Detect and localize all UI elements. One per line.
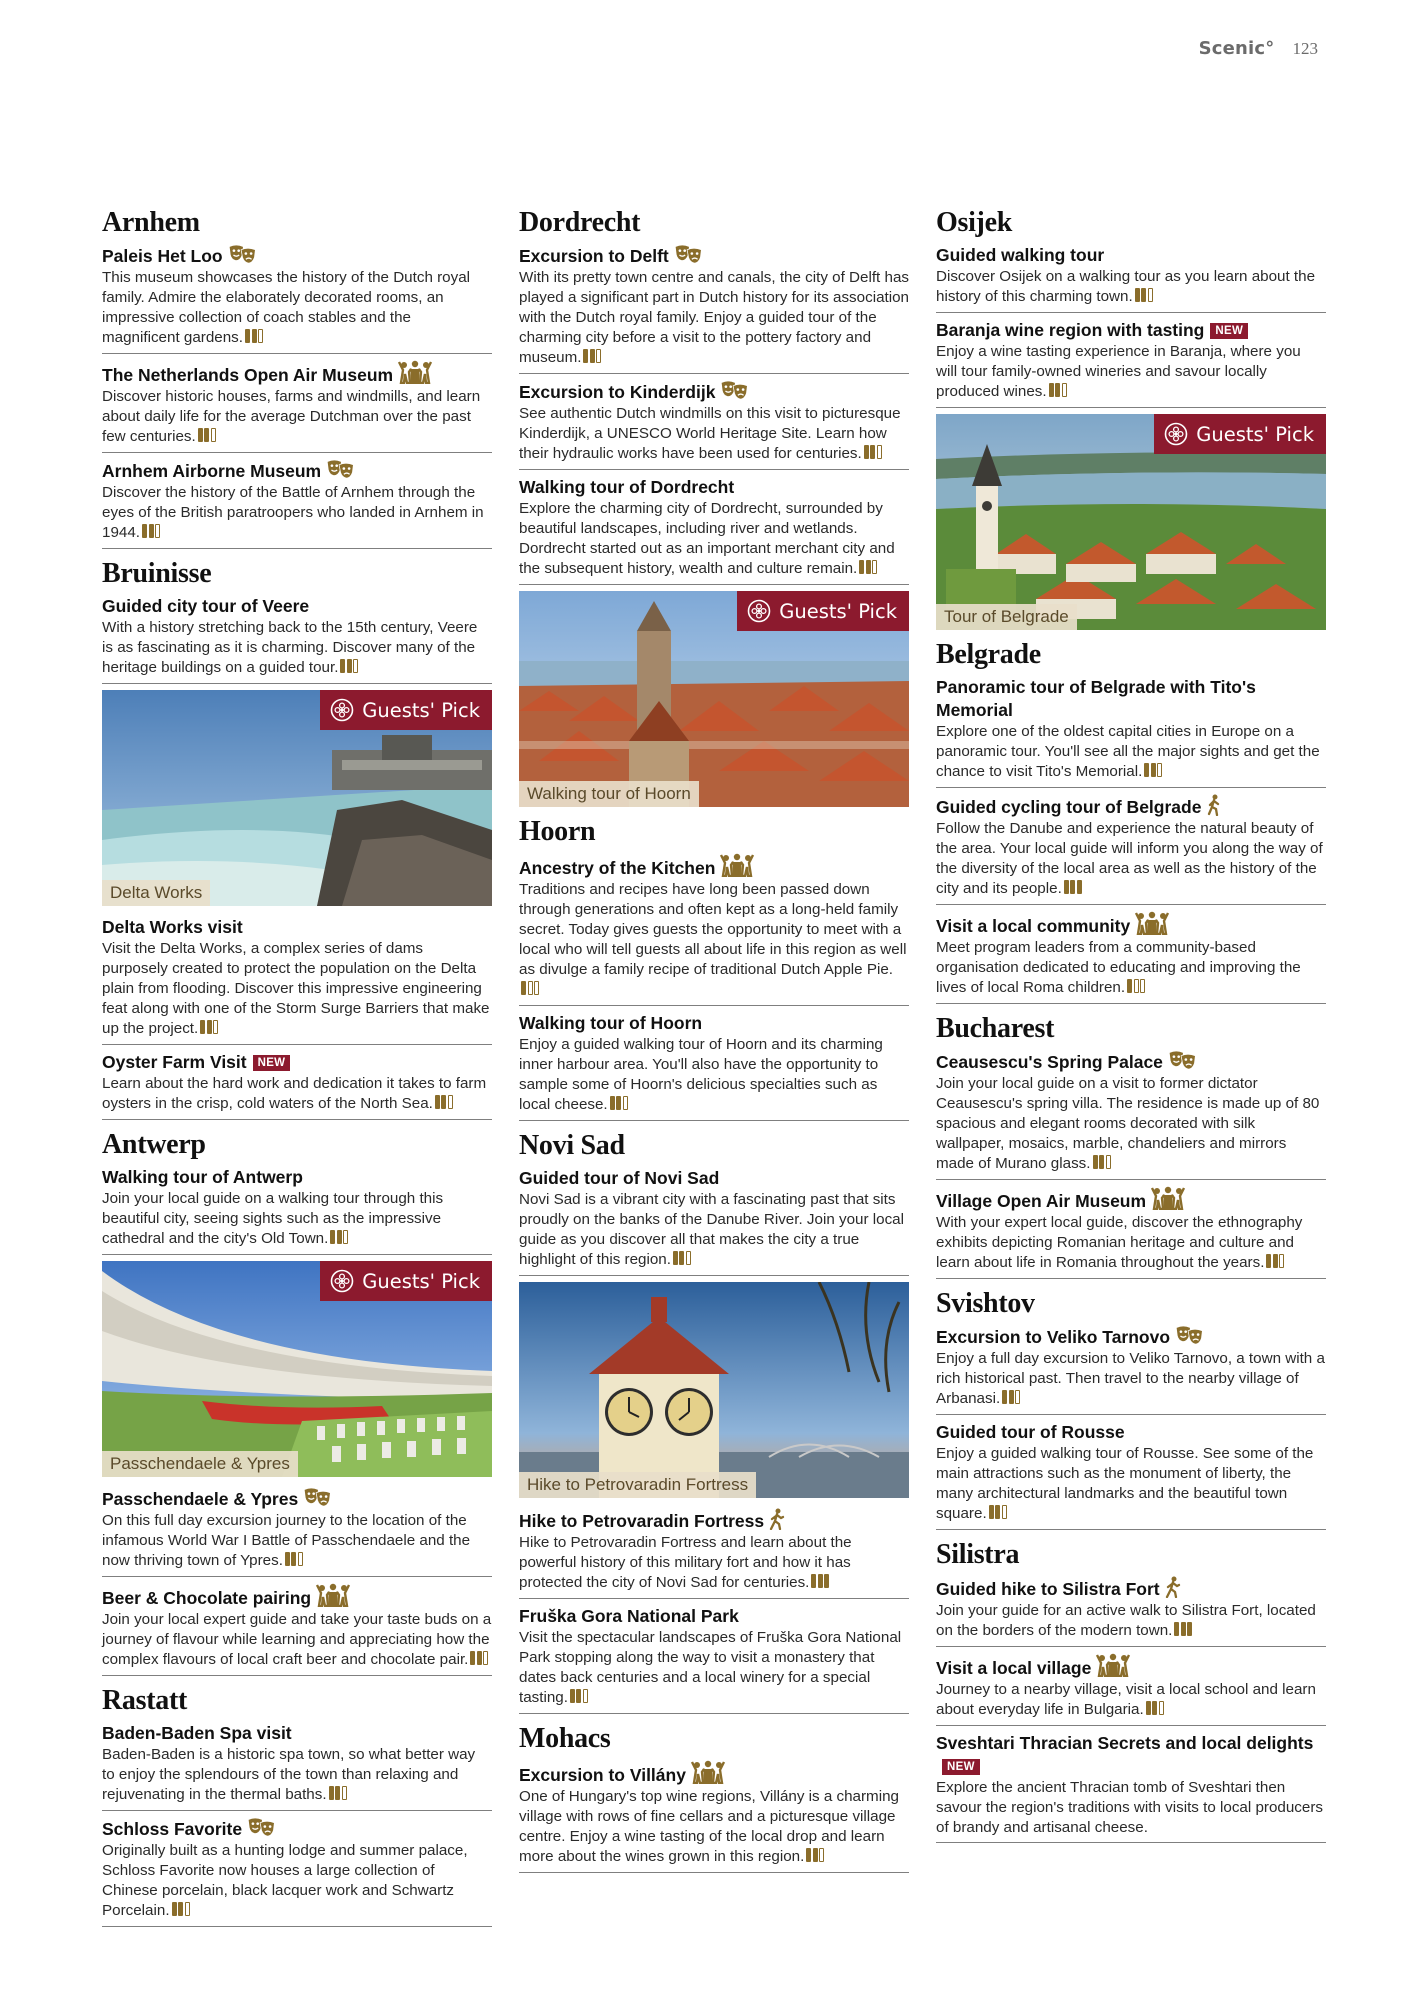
activity-level-bars-icon (1266, 1254, 1286, 1274)
item-title: Ceausescu's Spring Palace (936, 1052, 1163, 1072)
list-item (102, 242, 492, 354)
item-description: Enjoy a full day excursion to Veliko Tarnovo, a town with a rich historical past. Then travel to the nearby village of Arbanasi. (936, 1350, 1325, 1407)
list-item (936, 1184, 1326, 1279)
city-heading-dordrecht: Dordrecht (519, 207, 641, 238)
photo-caption: Delta Works (102, 880, 210, 906)
item-title: Baranja wine region with tasting (936, 320, 1205, 340)
item-title: Schloss Favorite (102, 1819, 243, 1839)
item-title: Walking tour of Hoorn (519, 1013, 703, 1033)
item-title: Visit a local community (936, 916, 1131, 936)
item-description: Enjoy a wine tasting experience in Baranja, where you will tour family-owned wineries and savour locally produced wines. (936, 343, 1301, 400)
guests-pick-badge (1154, 414, 1326, 454)
flower-badge-icon (747, 599, 771, 623)
list-item (519, 1010, 909, 1121)
masks-icon (1167, 1050, 1199, 1071)
new-badge: NEW (1210, 323, 1248, 339)
new-badge: NEW (942, 1759, 980, 1775)
column-1 (102, 208, 492, 1931)
hiker-icon (1164, 1576, 1182, 1598)
activity-level-bars-icon (1127, 979, 1147, 999)
item-title: Fruška Gora National Park (519, 1606, 739, 1626)
item-description: Join your guide for an active walk to Silistra Fort, located on the borders of the modern town. (936, 1602, 1316, 1639)
list-item (936, 1419, 1326, 1530)
people-icon (1095, 1653, 1131, 1677)
photo-caption: Tour of Belgrade (936, 604, 1077, 630)
activity-level-bars-icon (989, 1505, 1009, 1525)
photo-petrovaradin (519, 1282, 909, 1498)
item-description: Join your local guide on a visit to former dictator Ceausescu's spring villa. The residence is made up of 80 spacious and elegant rooms decorated with silk wallpaper, mosaics, marble, chandeliers and mirrors made of Murano glass. (936, 1075, 1320, 1172)
item-title: Baden-Baden Spa visit (102, 1723, 292, 1743)
activity-level-bars-icon (470, 1651, 490, 1671)
list-item (936, 317, 1326, 408)
item-title: Guided city tour of Veere (102, 596, 310, 616)
list-item (102, 1049, 492, 1120)
item-title: Walking tour of Antwerp (102, 1167, 303, 1187)
activity-level-bars-icon (172, 1902, 192, 1922)
new-badge: NEW (253, 1055, 291, 1071)
activity-level-bars-icon (285, 1552, 305, 1572)
city-heading-hoorn: Hoorn (519, 816, 596, 847)
item-description: Hike to Petrovaradin Fortress and learn about the powerful history of this military fort and how it has protected the city of Novi Sad for centuries. (519, 1534, 852, 1591)
people-icon (1150, 1186, 1186, 1210)
item-description: With a history stretching back to the 15th century, Veere is as fascinating as it is charming. Discover many of the heritage buildings on a guided tour. (102, 619, 478, 676)
page-header (1199, 38, 1318, 59)
activity-level-bars-icon (1174, 1622, 1194, 1642)
activity-level-bars-icon (1146, 1701, 1166, 1721)
activity-level-bars-icon (806, 1848, 826, 1868)
activity-level-bars-icon (859, 560, 879, 580)
city-heading-belgrade: Belgrade (936, 639, 1041, 670)
list-item (102, 593, 492, 684)
item-description: Visit the Delta Works, a complex series of dams purposely created to protect the population on the Delta plain from flooding. Discover this impressive engineering feat along with one of the Storm Surge Barriers that make up the project. (102, 940, 490, 1037)
city-heading-arnhem: Arnhem (102, 207, 200, 238)
masks-icon (673, 244, 705, 265)
item-title: Ancestry of the Kitchen (519, 858, 716, 878)
item-description: Discover Osijek on a walking tour as you learn about the history of this charming town. (936, 268, 1316, 305)
item-description: Originally built as a hunting lodge and summer palace, Schloss Favorite now houses a large collection of Chinese porcelain, black lacquer work and Schwartz Porcelain. (102, 1842, 468, 1919)
item-title: Oyster Farm Visit (102, 1052, 247, 1072)
photo-caption: Walking tour of Hoorn (519, 781, 699, 807)
masks-icon (1174, 1325, 1206, 1346)
list-item (519, 1165, 909, 1276)
city-heading-antwerp: Antwerp (102, 1129, 206, 1160)
guests-pick-label: Guests' Pick (779, 599, 897, 623)
city-heading-rastatt: Rastatt (102, 1685, 187, 1716)
list-item (936, 242, 1326, 313)
list-item (936, 1048, 1326, 1180)
item-title: Guided tour of Novi Sad (519, 1168, 720, 1188)
activity-level-bars-icon (1064, 880, 1084, 900)
activity-level-bars-icon (330, 1230, 350, 1250)
item-title: Panoramic tour of Belgrade with Tito's Memorial (936, 677, 1256, 720)
list-item (102, 1485, 492, 1577)
cyclist-icon (1205, 794, 1223, 816)
list-item (102, 1815, 492, 1927)
brand-name: Scenic° (1198, 38, 1275, 59)
masks-icon (246, 1817, 278, 1838)
masks-icon (719, 380, 751, 401)
item-title: Delta Works visit (102, 917, 243, 937)
people-icon (719, 853, 755, 877)
item-description: Traditions and recipes have long been passed down through generations and often kept as a long-held family secret. Today gives guests the opportunity to meet with a local who will tell guests all about life in this region as well as divulge a family recipe of traditional Dutch Apple Pie. (519, 881, 907, 978)
city-heading-silistra: Silistra (936, 1539, 1020, 1570)
activity-level-bars-icon (583, 349, 603, 369)
item-title: Guided hike to Silistra Fort (936, 1579, 1160, 1599)
item-description: Discover historic houses, farms and windmills, and learn about daily life for the average Dutchman over the past few centuries. (102, 388, 481, 445)
list-item (519, 1506, 909, 1599)
guests-pick-label: Guests' Pick (362, 698, 480, 722)
list-item (102, 1581, 492, 1676)
item-title: Guided walking tour (936, 245, 1105, 265)
list-item (936, 792, 1326, 905)
column-3 (936, 208, 1326, 1847)
activity-level-bars-icon (340, 659, 360, 679)
list-item (936, 909, 1326, 1004)
flower-badge-icon (330, 1269, 354, 1293)
item-title: Visit a local village (936, 1658, 1092, 1678)
item-description: Learn about the hard work and dedication it takes to farm oysters in the crisp, cold waters of the North Sea. (102, 1075, 487, 1112)
item-title: Passchendaele & Ypres (102, 1489, 299, 1509)
item-description: One of Hungary's top wine regions, Villány is a charming village with rows of fine cellars and a picturesque village centre. Enjoy a wine tasting of the local drop and learn more about the wines grown in this region. (519, 1788, 899, 1865)
item-title: Excursion to Veliko Tarnovo (936, 1327, 1171, 1347)
list-item (519, 242, 909, 374)
activity-level-bars-icon (673, 1251, 693, 1271)
list-item (102, 358, 492, 453)
item-description: Explore the charming city of Dordrecht, surrounded by beautiful landscapes, including river and wetlands. Dordrecht started out as an important merchant city and the subsequent history, wealth and culture remain. (519, 500, 895, 577)
activity-level-bars-icon (1049, 383, 1069, 403)
item-title: Guided tour of Rousse (936, 1422, 1125, 1442)
activity-level-bars-icon (1135, 288, 1155, 308)
masks-icon (325, 459, 357, 480)
item-title: Excursion to Villány (519, 1765, 686, 1785)
activity-level-bars-icon (200, 1020, 220, 1040)
photo-belgrade (936, 414, 1326, 630)
item-title: Paleis Het Loo (102, 246, 223, 266)
hiker-icon (768, 1508, 786, 1530)
list-item (936, 1574, 1326, 1647)
list-item (519, 851, 909, 1006)
item-title: The Netherlands Open Air Museum (102, 365, 394, 385)
item-title: Hike to Petrovaradin Fortress (519, 1511, 765, 1531)
activity-level-bars-icon (610, 1096, 630, 1116)
list-item (519, 1758, 909, 1873)
item-description: See authentic Dutch windmills on this visit to picturesque Kinderdijk, a UNESCO World Heritage Site. Learn how their hydraulic works have been used for centuries. (519, 405, 901, 462)
list-item (519, 1603, 909, 1714)
list-item (936, 1323, 1326, 1415)
activity-level-bars-icon (142, 524, 162, 544)
item-description: Join your local expert guide and take your taste buds on a journey of flavour while learning and appreciating how the complex flavours of local craft beer and chocolate pair. (102, 1611, 492, 1668)
activity-level-bars-icon (1144, 763, 1164, 783)
people-icon (1134, 911, 1170, 935)
item-title: Excursion to Delft (519, 246, 669, 266)
photo-delta-works (102, 690, 492, 906)
guests-pick-badge (320, 690, 492, 730)
people-icon (397, 360, 433, 384)
activity-level-bars-icon (864, 445, 884, 465)
list-item (936, 1651, 1326, 1726)
people-icon (690, 1760, 726, 1784)
page-number: 123 (1292, 39, 1318, 58)
item-description: Journey to a nearby village, visit a local school and learn about everyday life in Bulgaria. (936, 1681, 1316, 1718)
list-item (102, 914, 492, 1045)
item-title: Walking tour of Dordrecht (519, 477, 735, 497)
item-description: Enjoy a guided walking tour of Hoorn and its charming inner harbour area. You'll also have the opportunity to sample some of Hoorn's delicious specialties such as local cheese. (519, 1036, 883, 1113)
flower-badge-icon (330, 698, 354, 722)
item-description: Explore one of the oldest capital cities in Europe on a panoramic tour. You'll see all the major sights and get the chance to visit Tito's Memorial. (936, 723, 1320, 780)
item-description: Explore the ancient Thracian tomb of Sveshtari then savour the region's traditions with visits to local producers of brandy and artisanal cheese. (936, 1779, 1323, 1836)
list-item (936, 674, 1326, 788)
activity-level-bars-icon (570, 1689, 590, 1709)
flower-badge-icon (1164, 422, 1188, 446)
list-item (519, 474, 909, 585)
activity-level-bars-icon (811, 1574, 831, 1594)
item-description: Join your local guide on a walking tour through this beautiful city, seeing sights such as the impressive cathedral and the city's Old Town. (102, 1190, 444, 1247)
item-title: Guided cycling tour of Belgrade (936, 797, 1202, 817)
item-description: Visit the spectacular landscapes of Fruška Gora National Park stopping along the way to visit a monastery that dates back centuries and a local winery for a special tasting. (519, 1629, 902, 1706)
item-description: Meet program leaders from a community-based organisation dedicated to educating and improving the lives of local Roma children. (936, 939, 1301, 996)
guests-pick-label: Guests' Pick (362, 1269, 480, 1293)
activity-level-bars-icon (521, 981, 541, 1001)
item-description: This museum showcases the history of the Dutch royal family. Admire the elaborately decorated rooms, an impressive collection of coach stables and the magnificent gardens. (102, 269, 471, 346)
item-description: Discover the history of the Battle of Arnhem through the eyes of the British paratroopers who landed in Arnhem in 1944. (102, 484, 484, 541)
item-description: Enjoy a guided walking tour of Rousse. See some of the main attractions such as the monument of liberty, the many architectural landmarks and the beautiful town square. (936, 1445, 1314, 1522)
activity-level-bars-icon (435, 1095, 455, 1115)
item-description: Follow the Danube and experience the natural beauty of the area. Your local guide will inform you along the way of the diversity of the local area as well as the history of the city and its people. (936, 820, 1323, 897)
list-item (102, 1164, 492, 1255)
photo-caption: Hike to Petrovaradin Fortress (519, 1472, 756, 1498)
city-heading-bruinisse: Bruinisse (102, 558, 212, 589)
city-heading-bucharest: Bucharest (936, 1013, 1055, 1044)
activity-level-bars-icon (1002, 1390, 1022, 1410)
guests-pick-badge (320, 1261, 492, 1301)
list-item (519, 378, 909, 470)
city-heading-svishtov: Svishtov (936, 1288, 1035, 1319)
item-description: With your expert local guide, discover the ethnography exhibits depicting Romanian heritage and culture and learn about life in Romania throughout the years. (936, 1214, 1303, 1271)
photo-hoorn (519, 591, 909, 807)
item-description: On this full day excursion journey to the location of the infamous World War I Battle of Passchendaele and the now thriving town of Ypres. (102, 1512, 471, 1569)
petrovaradin-image (519, 1282, 909, 1498)
city-heading-novi-sad: Novi Sad (519, 1130, 625, 1161)
item-title: Excursion to Kinderdijk (519, 382, 716, 402)
item-title: Arnhem Airborne Museum (102, 461, 322, 481)
item-description: With its pretty town centre and canals, the city of Delft has played a significant part in Dutch history for its association with the Dutch royal family. Enjoy a guided tour of the charming city before a visit to the pottery factory and museum. (519, 269, 910, 366)
masks-icon (227, 244, 259, 265)
item-description: Baden-Baden is a historic spa town, so what better way to enjoy the splendours of the town than relaxing and rejuvenating in the thermal baths. (102, 1746, 476, 1803)
guests-pick-label: Guests' Pick (1196, 422, 1314, 446)
list-item (102, 457, 492, 549)
activity-level-bars-icon (198, 428, 218, 448)
item-title: Beer & Chocolate pairing (102, 1588, 312, 1608)
item-title: Village Open Air Museum (936, 1191, 1147, 1211)
item-description: Novi Sad is a vibrant city with a fascinating past that sits proudly on the banks of the Danube River. Join your local guide as you discover all that makes the city a true highlight of this region. (519, 1191, 904, 1268)
activity-level-bars-icon (245, 329, 265, 349)
city-heading-osijek: Osijek (936, 207, 1012, 238)
list-item (102, 1720, 492, 1811)
list-item (936, 1730, 1326, 1843)
activity-level-bars-icon (1093, 1155, 1113, 1175)
city-heading-mohacs: Mohacs (519, 1723, 611, 1754)
guests-pick-badge (737, 591, 909, 631)
column-2 (519, 208, 909, 1877)
photo-caption: Passchendaele & Ypres (102, 1451, 298, 1477)
item-title: Sveshtari Thracian Secrets and local delights (936, 1733, 1314, 1753)
masks-icon (302, 1487, 334, 1508)
photo-passchendaele (102, 1261, 492, 1477)
people-icon (315, 1583, 351, 1607)
activity-level-bars-icon (329, 1786, 349, 1806)
